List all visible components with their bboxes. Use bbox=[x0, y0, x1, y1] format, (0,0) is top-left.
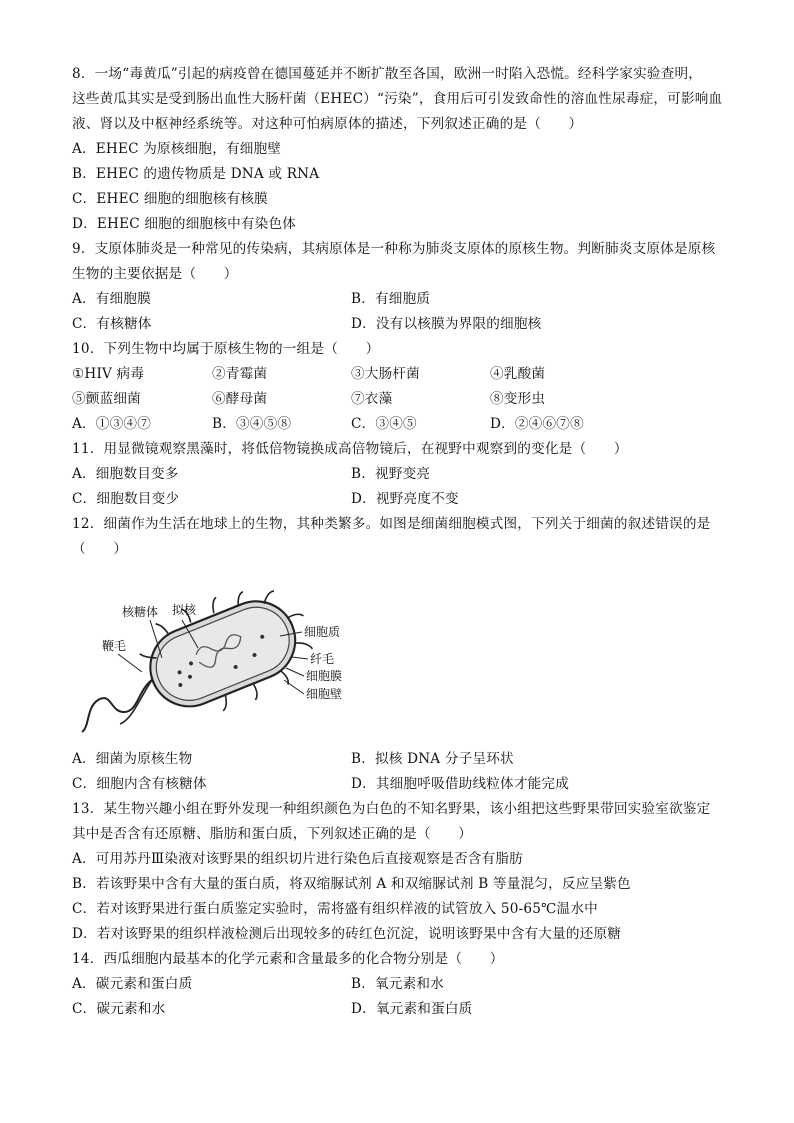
q9-option-d: D．没有以核膜为界限的细胞核 bbox=[351, 316, 542, 332]
q10-item-6: ⑥酵母菌 bbox=[212, 391, 268, 407]
figure-label-membrane: 细胞膜 bbox=[306, 669, 343, 683]
q8-option-c: C．EHEC 细胞的细胞核有核膜 bbox=[72, 191, 268, 207]
figure-label-flagellum: 鞭毛 bbox=[102, 639, 127, 653]
q14-option-b: B．氧元素和水 bbox=[351, 976, 444, 992]
q8-stem-line3: 液、肾以及中枢神经系统等。对这种可怕病原体的描述，下列叙述正确的是（ ） bbox=[72, 116, 583, 132]
q13-option-b: B．若该野果中含有大量的蛋白质，将双缩脲试剂 A 和双缩脲试剂 B 等量混匀，反应呈紫色 bbox=[72, 876, 631, 892]
q12-options-row2 bbox=[72, 774, 570, 794]
q14-options-row1 bbox=[72, 974, 444, 994]
q9-option-c: C．有核糖体 bbox=[72, 316, 152, 332]
q9-options-row2 bbox=[72, 314, 542, 334]
q10-option-b: B．③④⑤⑧ bbox=[212, 416, 292, 432]
q11-options-row2 bbox=[72, 489, 459, 509]
q10-item-3: ③大肠杆菌 bbox=[351, 366, 420, 382]
q12-options-row1 bbox=[72, 749, 514, 769]
figure-label-pilus: 纤毛 bbox=[310, 652, 335, 666]
q10-option-d: D．②④⑥⑦⑧ bbox=[490, 416, 584, 432]
q8-option-d: D．EHEC 细胞的细胞核中有染色体 bbox=[72, 216, 297, 232]
q11-option-a: A．细胞数目变多 bbox=[72, 466, 179, 482]
q12-option-a: A．细菌为原核生物 bbox=[72, 751, 193, 767]
q11-option-d: D．视野亮度不变 bbox=[351, 491, 459, 507]
q13-stem-line1: 13．某生物兴趣小组在野外发现一种组织颜色为白色的不知名野果，该小组把这些野果带回实验室欲鉴定 bbox=[72, 801, 711, 817]
q10-item-5: ⑤颤蓝细菌 bbox=[72, 391, 141, 407]
q8-option-b: B．EHEC 的遗传物质是 DNA 或 RNA bbox=[72, 166, 320, 182]
q9-stem-line2: 生物的主要依据是（ ） bbox=[72, 266, 238, 282]
q14-option-c: C．碳元素和水 bbox=[72, 1001, 166, 1017]
q9-stem-line1: 9．支原体肺炎是一种常见的传染病，其病原体是一种称为肺炎支原体的原核生物。判断肺炎支原体是原核 bbox=[72, 241, 716, 257]
q9-options-row1 bbox=[72, 289, 431, 309]
q11-option-c: C．细胞数目变少 bbox=[72, 491, 180, 507]
q14-stem: 14．西瓜细胞内最基本的化学元素和含量最多的化合物分别是（ ） bbox=[72, 951, 504, 967]
q10-item-1: ①HIV 病毒 bbox=[72, 366, 145, 382]
q13-stem-line2: 其中是否含有还原糖、脂肪和蛋白质，下列叙述正确的是（ ） bbox=[72, 826, 473, 842]
q12-option-b: B．拟核 DNA 分子呈环状 bbox=[351, 751, 514, 767]
q12-option-d: D．其细胞呼吸借助线粒体才能完成 bbox=[351, 776, 570, 792]
q13-option-a: A．可用苏丹Ⅲ染液对该野果的组织切片进行染色后直接观察是否含有脂肪 bbox=[72, 851, 523, 867]
q9-option-b: B．有细胞质 bbox=[351, 291, 431, 307]
figure-label-wall: 细胞壁 bbox=[306, 687, 343, 701]
q14-option-a: A．碳元素和蛋白质 bbox=[72, 976, 193, 992]
figure-label-nucleoid: 拟核 bbox=[172, 603, 197, 617]
q12-stem-line2: （ ） bbox=[72, 541, 128, 557]
figure-label-cytoplasm: 细胞质 bbox=[304, 625, 341, 639]
q12-stem-line1: 12．细菌作为生活在地球上的生物，其种类繁多。如图是细菌细胞模式图，下列关于细菌的叙述错误的是 bbox=[72, 516, 711, 532]
q13-option-d: D．若对该野果的组织样液检测后出现较多的砖红色沉淀，说明该野果中含有大量的还原糖 bbox=[72, 926, 622, 942]
q9-option-a: A．有细胞膜 bbox=[72, 291, 151, 307]
q10-option-a: A．①③④⑦ bbox=[72, 416, 151, 432]
q10-item-2: ②青霉菌 bbox=[212, 366, 268, 382]
q8-stem-line1: 8．一场“毒黄瓜”引起的病疫曾在德国蔓延并不断扩散至各国，欧洲一时陷入恐慌。经科学家实验查明， bbox=[72, 66, 703, 82]
q14-options-row2 bbox=[72, 999, 473, 1019]
q10-option-c: C．③④⑤ bbox=[351, 416, 417, 432]
q8-stem-line2: 这些黄瓜其实是受到肠出血性大肠杆菌（EHEC）“污染”，食用后可引发致命性的溶血性尿毒症，可影响血 bbox=[72, 91, 723, 107]
q10-item-4: ④乳酸菌 bbox=[490, 366, 546, 382]
q10-item-7: ⑦衣藻 bbox=[351, 391, 393, 407]
q11-stem: 11．用显微镜观察黑藻时，将低倍物镜换成高倍物镜后，在视野中观察到的变化是（ ） bbox=[72, 441, 628, 457]
q14-option-d: D．氧元素和蛋白质 bbox=[351, 1001, 473, 1017]
q10-item-8: ⑧变形虫 bbox=[490, 391, 546, 407]
bacteria-cell-diagram bbox=[80, 562, 370, 742]
figure-label-ribosome: 核糖体 bbox=[122, 605, 159, 619]
q11-option-b: B．视野变亮 bbox=[351, 466, 431, 482]
q10-stem: 10．下列生物中均属于原核生物的一组是（ ） bbox=[72, 341, 380, 357]
q12-option-c: C．细胞内含有核糖体 bbox=[72, 776, 207, 792]
q8-option-a: A．EHEC 为原核细胞，有细胞壁 bbox=[72, 141, 282, 157]
q11-options-row1 bbox=[72, 464, 431, 484]
q13-option-c: C．若对该野果进行蛋白质鉴定实验时，需将盛有组织样液的试管放入 50-65℃温水中 bbox=[72, 901, 598, 917]
